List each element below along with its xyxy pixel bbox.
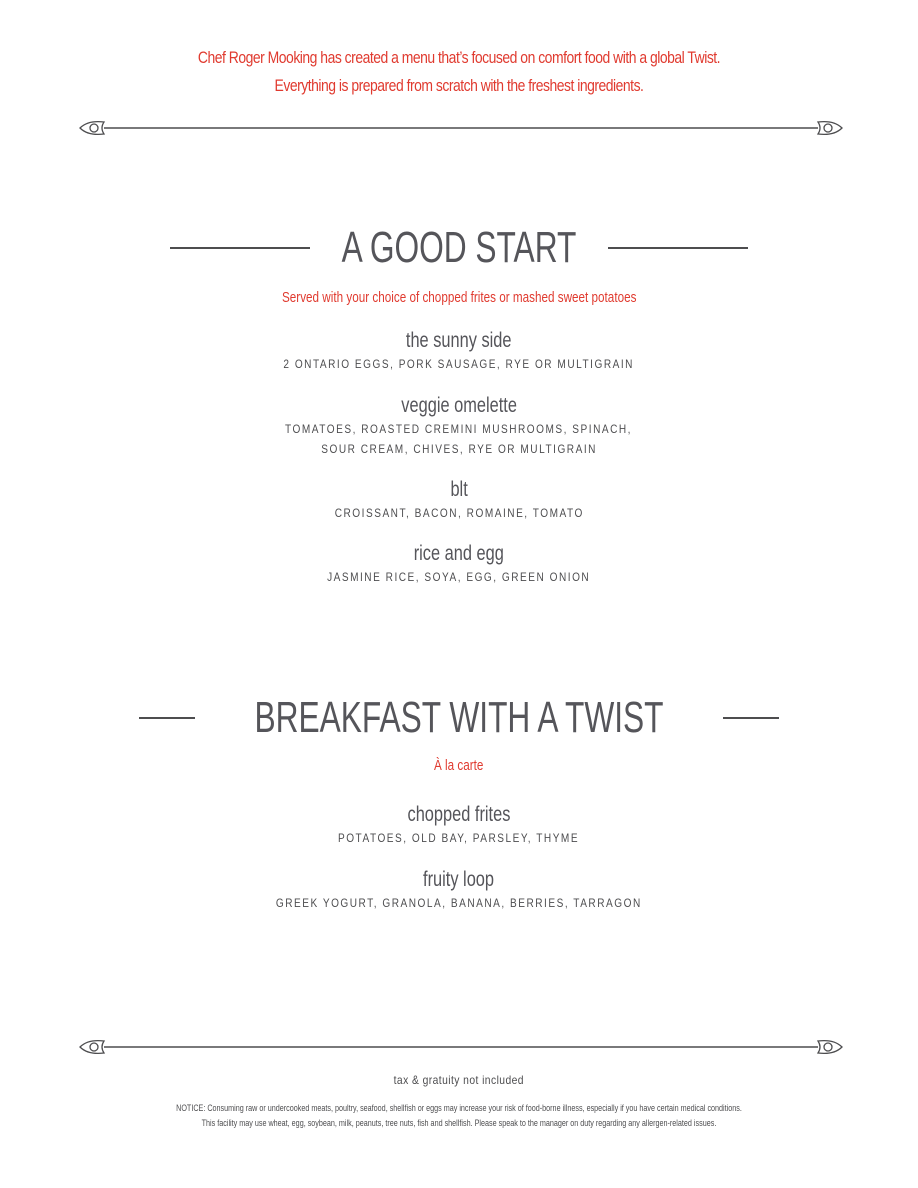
header-rule-right <box>723 717 779 719</box>
ornament-divider-icon <box>78 118 844 138</box>
section-header-good-start <box>0 218 918 278</box>
menu-item <box>0 803 918 848</box>
item-name: veggie omelette <box>401 394 517 417</box>
intro-text <box>0 44 918 100</box>
allergen-notice <box>0 1101 918 1131</box>
item-description: CROISSANT, BACON, ROMAINE, TOMATO <box>334 506 584 520</box>
item-name: blt <box>450 478 468 501</box>
bottom-ornament-divider <box>78 1037 844 1057</box>
item-name: chopped frites <box>407 803 511 826</box>
item-name: rice and egg <box>413 542 505 565</box>
menu-item <box>0 329 918 374</box>
item-description: GREEK YOGURT, GRANOLA, BANANA, BERRIES, TARRAGON <box>276 896 642 910</box>
item-description: SOUR CREAM, CHIVES, RYE OR MULTIGRAIN <box>321 442 597 456</box>
item-name: fruity loop <box>423 868 495 891</box>
section-title: A GOOD START <box>341 223 577 272</box>
menu-item <box>0 868 918 913</box>
intro-line-2: Everything is prepared from scratch with the freshest ingredients. <box>274 76 644 95</box>
tax-note: tax & gratuity not included <box>393 1073 525 1087</box>
notice-line-2: This facility may use wheat, egg, soybean, milk, peanuts, tree nuts, fish and shellfish. Please speak to the manager on duty regarding any allergen-related issues. <box>201 1118 717 1128</box>
item-description: 2 ONTARIO EGGS, PORK SAUSAGE, RYE OR MULTIGRAIN <box>283 357 635 371</box>
item-name: the sunny side <box>406 329 512 352</box>
section-subtitle: À la carte <box>434 757 484 774</box>
header-rule-right <box>608 247 748 249</box>
item-description: JASMINE RICE, SOYA, EGG, GREEN ONION <box>327 570 591 584</box>
notice-line-1: NOTICE: Consuming raw or undercooked meats, poultry, seafood, shellfish or eggs may increase your risk of food-borne illness, especially if you have certain medical conditions. <box>176 1103 742 1113</box>
intro-line-1: Chef Roger Mooking has created a menu that’s focused on comfort food with a global Twist. <box>197 48 721 67</box>
item-description: TOMATOES, ROASTED CREMINI MUSHROOMS, SPINACH, <box>285 422 633 436</box>
section-subtitle: Served with your choice of chopped frites or mashed sweet potatoes <box>281 289 637 306</box>
menu-item <box>0 478 918 523</box>
section-title: BREAKFAST WITH A TWIST <box>254 693 664 742</box>
header-rule-left <box>170 247 310 249</box>
menu-item <box>0 542 918 587</box>
item-description: POTATOES, OLD BAY, PARSLEY, THYME <box>338 831 580 845</box>
top-ornament-divider <box>78 118 844 138</box>
header-rule-left <box>139 717 195 719</box>
section-header-breakfast-twist <box>0 688 918 748</box>
ornament-divider-icon <box>78 1037 844 1057</box>
menu-item <box>0 394 918 459</box>
